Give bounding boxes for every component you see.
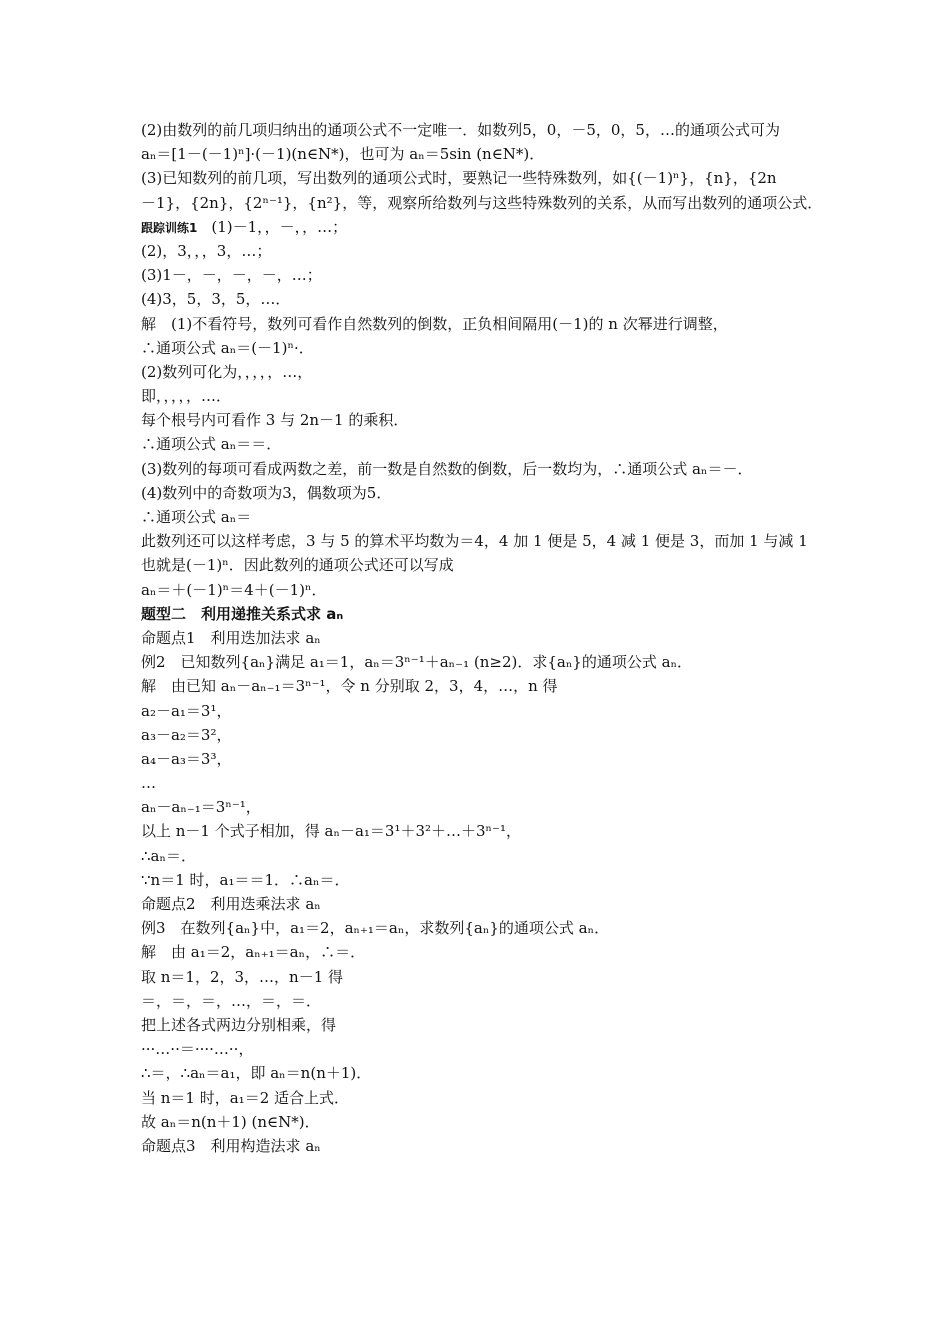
text-line: ···…··＝····…··， xyxy=(141,1040,254,1059)
text-line: －1}，{2n}，{2ⁿ⁻¹}，{n²}，等，观察所给数列与这些特殊数列的关系，从而写出数列的通项公式． xyxy=(141,193,823,212)
text-line: ∵n＝1 时，a₁＝＝1．∴aₙ＝． xyxy=(141,870,350,889)
text-line: 命题点3 利用构造法求 aₙ xyxy=(141,1136,321,1155)
text-line: (3)数列的每项可看成两数之差，前一数是自然数的倒数，后一数均为，∴通项公式 aₙ＝－． xyxy=(141,459,753,478)
text-line: 此数列还可以这样考虑，3 与 5 的算术平均数为＝4，4 加 1 便是 5，4 减 1 便是 3，而加 1 与减 1 xyxy=(141,532,808,551)
text-line: 例3 在数列{aₙ}中，a₁＝2，aₙ₊₁＝aₙ，求数列{aₙ}的通项公式 aₙ． xyxy=(141,919,610,938)
text-line: ∴aₙ＝． xyxy=(141,846,196,865)
text-line: 解 由已知 aₙ－aₙ₋₁＝3ⁿ⁻¹，令 n 分别取 2，3，4，…，n 得 xyxy=(141,677,558,696)
text-line: 当 n＝1 时，a₁＝2 适合上式． xyxy=(141,1088,350,1107)
text-line: a₄－a₃＝3³， xyxy=(141,749,232,768)
exercise-line xyxy=(141,215,831,239)
text-line: 每个根号内可看作 3 与 2n－1 的乘积． xyxy=(141,411,409,430)
text-line: 命题点2 利用迭乘法求 aₙ xyxy=(141,895,321,913)
text-line: aₙ－aₙ₋₁＝3ⁿ⁻¹， xyxy=(141,798,261,817)
text-line: (2)，3，，，3，…； xyxy=(141,241,272,260)
text-line: aₙ＝＋(－1)ⁿ＝4＋(－1)ⁿ． xyxy=(141,580,327,599)
text-line: (3)已知数列的前几项，写出数列的通项公式时，要熟记一些特殊数列，如{(－1)ⁿ}，{n}，{2n xyxy=(141,169,777,188)
text-line: 即，，，，，…． xyxy=(141,387,232,406)
section-heading: 题型二 利用递推关系式求 aₙ xyxy=(141,604,344,623)
text-line: ∴＝，∴aₙ＝a₁，即 aₙ＝n(n＋1)． xyxy=(141,1064,372,1083)
text-line: 解 (1)不看符号，数列可看作自然数列的倒数，正负相间隔用(－1)的 n 次幂进行调整， xyxy=(141,314,728,333)
text-line: ∴通项公式 aₙ＝ xyxy=(141,508,252,526)
follow-up-label: 跟踪训练1 xyxy=(141,220,198,235)
text-line: (4)数列中的奇数项为3，偶数项为5． xyxy=(141,483,392,502)
text-line: (4)3，5，3，5，…． xyxy=(141,290,291,309)
text-line: 把上述各式两边分别相乘，得 xyxy=(141,1015,337,1034)
text-line: ∴通项公式 aₙ＝＝． xyxy=(141,435,282,454)
text-line: aₙ＝[1－(－1)ⁿ]·(－1)(n∈N*)，也可为 aₙ＝5sin (n∈N*)． xyxy=(141,145,545,164)
text-line: 命题点1 利用迭加法求 aₙ xyxy=(141,628,321,647)
text-line: 例2 已知数列{aₙ}满足 a₁＝1，aₙ＝3ⁿ⁻¹＋aₙ₋₁ (n≥2)．求{aₙ}的通项公式 aₙ． xyxy=(141,653,693,672)
text-line: 以上 n－1 个式子相加，得 aₙ－a₁＝3¹＋3²＋…＋3ⁿ⁻¹， xyxy=(141,822,521,841)
exercise-text: (1)－1，，－，，…； xyxy=(211,217,348,236)
text-line: 也就是(－1)ⁿ．因此数列的通项公式还可以写成 xyxy=(141,556,454,575)
text-line: ∴通项公式 aₙ＝(－1)ⁿ·． xyxy=(141,338,314,357)
text-line: (2)由数列的前几项归纳出的通项公式不一定唯一．如数列5，0，－5，0，5，…的通项公式可为 xyxy=(141,121,780,139)
text-line: 故 aₙ＝n(n＋1) (n∈N*)． xyxy=(141,1112,320,1131)
text-line: (2)数列可化为，，，，，…， xyxy=(141,362,313,381)
text-line: (3)1－，－，－，－，…； xyxy=(141,266,322,285)
document-page xyxy=(141,118,831,1158)
text-line: 解 由 a₁＝2，aₙ₊₁＝aₙ，∴＝． xyxy=(141,943,366,962)
text-line: 取 n＝1，2，3，…，n－1 得 xyxy=(141,967,344,986)
text-line: a₂－a₁＝3¹， xyxy=(141,701,232,720)
text-line: … xyxy=(141,774,156,793)
text-line: a₃－a₂＝3²， xyxy=(141,725,232,744)
text-line: ＝，＝，＝，…，＝，＝． xyxy=(141,991,322,1010)
